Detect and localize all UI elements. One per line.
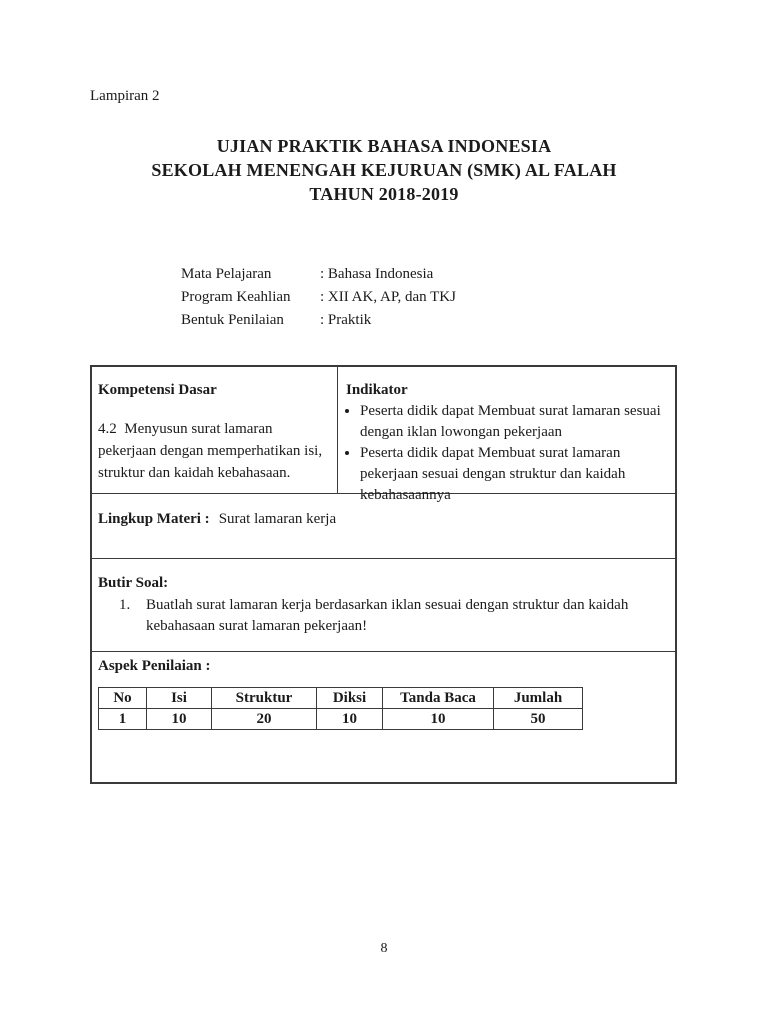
lingkup-materi-value: Surat lamaran kerja bbox=[218, 511, 337, 527]
info-row-assessment-type bbox=[181, 309, 456, 332]
info-row-subject bbox=[181, 263, 456, 286]
info-label-subject: Mata Pelajaran bbox=[181, 266, 272, 282]
score-cell-isi: 10 bbox=[147, 709, 212, 730]
title-line-1: UJIAN PRAKTIK BAHASA INDONESIA bbox=[216, 136, 552, 156]
butir-soal-colon: : bbox=[163, 575, 169, 591]
attachment-label: Lampiran 2 bbox=[90, 88, 160, 104]
info-label-assessment-type: Bentuk Penilaian bbox=[181, 312, 284, 328]
title-line-3: TAHUN 2018-2019 bbox=[309, 184, 459, 204]
kompetensi-dasar-body: 4.2 Menyusun surat lamaran pekerjaan dengan memperhatikan isi, struktur dan kaidah kebahasaan. bbox=[98, 421, 326, 481]
butir-soal-item-number: 1. bbox=[119, 597, 131, 613]
score-table bbox=[98, 687, 583, 730]
indikator-bullet-2: • Peserta didik dapat Membuat surat lamaran pekerjaan sesuai dengan struktur dan kaidah kebahasaannya bbox=[360, 443, 667, 506]
row-kompetensi-indikator bbox=[92, 367, 675, 503]
row-aspek-penilaian bbox=[92, 652, 675, 782]
lingkup-materi-label: Lingkup Materi : bbox=[98, 511, 210, 527]
cell-kompetensi-dasar bbox=[92, 367, 338, 493]
score-cell-tanda-baca: 10 bbox=[383, 709, 494, 730]
score-cell-struktur: 20 bbox=[212, 709, 317, 730]
document-title bbox=[0, 134, 768, 206]
row-butir-soal bbox=[92, 559, 675, 652]
cell-indikator bbox=[338, 367, 675, 503]
indikator-heading: Indikator bbox=[346, 382, 408, 398]
butir-soal-item-text: Buatlah surat lamaran kerja berdasarkan iklan sesuai dengan struktur dan kaidah kebahasaan surat lamaran pekerjaan! bbox=[146, 597, 629, 634]
score-header-diksi: Diksi bbox=[317, 688, 383, 709]
indikator-bullet-list bbox=[346, 401, 667, 506]
aspek-penilaian-heading: Aspek Penilaian : bbox=[98, 658, 211, 674]
score-header-no: No bbox=[99, 688, 147, 709]
info-value-subject: : Bahasa Indonesia bbox=[320, 266, 434, 282]
butir-soal-heading: Butir Soal bbox=[98, 575, 164, 591]
score-cell-no: 1 bbox=[99, 709, 147, 730]
assessment-table bbox=[90, 365, 677, 784]
info-value-program: : XII AK, AP, dan TKJ bbox=[320, 289, 456, 305]
score-table-header-row bbox=[99, 688, 583, 709]
kompetensi-dasar-heading: Kompetensi Dasar bbox=[98, 382, 217, 398]
score-header-struktur: Struktur bbox=[212, 688, 317, 709]
score-header-jumlah: Jumlah bbox=[494, 688, 583, 709]
butir-soal-heading-line bbox=[98, 573, 667, 594]
page-number: 8 bbox=[380, 941, 388, 956]
score-cell-jumlah: 50 bbox=[494, 709, 583, 730]
info-row-program bbox=[181, 286, 456, 309]
title-line-2: SEKOLAH MENENGAH KEJURUAN (SMK) AL FALAH bbox=[151, 160, 617, 180]
exam-info-block bbox=[181, 263, 456, 332]
info-value-assessment-type: : Praktik bbox=[320, 312, 372, 328]
score-table-data-row bbox=[99, 709, 583, 730]
score-header-isi: Isi bbox=[147, 688, 212, 709]
info-label-program: Program Keahlian bbox=[181, 289, 291, 305]
score-cell-diksi: 10 bbox=[317, 709, 383, 730]
score-header-tanda-baca: Tanda Baca bbox=[383, 688, 494, 709]
indikator-bullet-1: • Peserta didik dapat Membuat surat lamaran sesuai dengan iklan lowongan pekerjaan bbox=[360, 401, 667, 443]
butir-soal-item-1 bbox=[119, 595, 667, 637]
